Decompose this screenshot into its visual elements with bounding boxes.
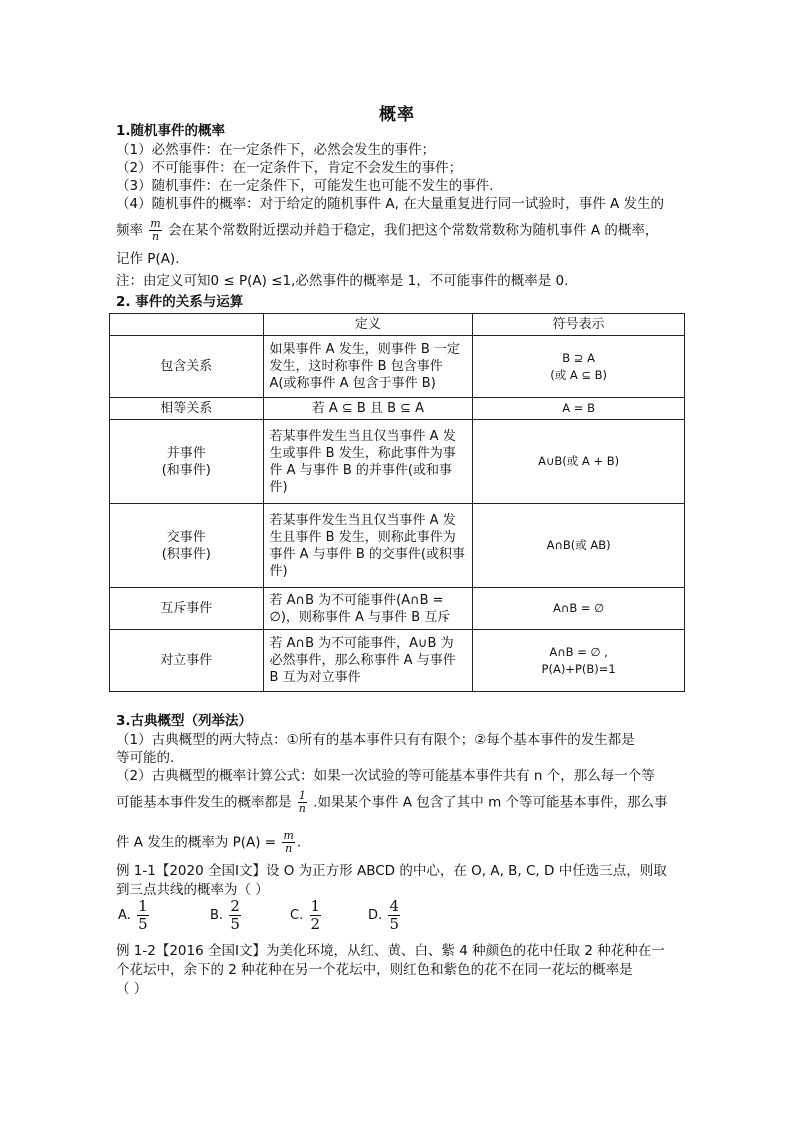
table-row bbox=[110, 588, 685, 630]
cell-text: A(或称事件 A 包含于事件 B) bbox=[269, 376, 436, 391]
section3-heading: 3.古典概型（列举法） bbox=[116, 713, 253, 729]
cell-text: 若 A∩B 为不可能事件，A∪B 为 bbox=[269, 636, 454, 651]
line-text: 可能基本事件发生的概率都是 bbox=[116, 794, 292, 811]
cell-text: 对立事件 bbox=[160, 653, 213, 668]
cell-text: (积事件) bbox=[161, 546, 211, 562]
fraction-denominator: n bbox=[298, 802, 306, 815]
example-1-line-2: 到三点共线的概率为（ ） bbox=[116, 882, 269, 898]
option-fraction bbox=[229, 898, 241, 933]
table-row bbox=[110, 630, 685, 692]
cell-text: (和事件) bbox=[161, 462, 211, 478]
fraction-numerator: 4 bbox=[389, 897, 399, 915]
line-text: .如果某个事件 A 包含了其中 m 个等可能基本事件，那么事 bbox=[313, 794, 668, 811]
table-row bbox=[110, 336, 685, 398]
fraction-numerator: 1 bbox=[310, 897, 321, 915]
section2-heading: 2. 事件的关系与运算 bbox=[116, 294, 244, 310]
cell-text: 若某事件发生当且仅当事件 A 发 bbox=[269, 428, 456, 444]
frequency-label: 频率 bbox=[116, 222, 143, 239]
option-fraction bbox=[137, 898, 149, 933]
section1-item-1: （1）必然事件：在一定条件下，必然会发生的事件； bbox=[116, 142, 436, 158]
fraction-denominator: 5 bbox=[138, 915, 148, 933]
cell-text: 交事件 bbox=[166, 529, 206, 545]
table-row bbox=[110, 420, 685, 504]
cell-text: 包含关系 bbox=[160, 359, 213, 374]
line-text: 件 A 发生的概率为 P(A) = bbox=[116, 834, 277, 851]
option-d[interactable] bbox=[368, 898, 402, 933]
cell-text: 必然事件，那么称事件 A 与事件 bbox=[269, 653, 456, 668]
fraction-denominator: n bbox=[285, 842, 293, 855]
section3-line-5 bbox=[116, 830, 301, 855]
table-cell bbox=[263, 398, 473, 420]
section1-notation: 记作 P(A). bbox=[116, 251, 180, 267]
cell-text: (或 A ⊆ B) bbox=[550, 367, 608, 382]
option-label: A. bbox=[118, 908, 131, 923]
fraction-numerator: 1 bbox=[298, 789, 306, 802]
section1-frequency-line bbox=[116, 218, 658, 243]
table-cell bbox=[263, 336, 473, 398]
cell-text: B 互为对立事件 bbox=[269, 670, 361, 685]
cell-text: 件) bbox=[269, 479, 288, 495]
option-a[interactable] bbox=[118, 898, 151, 933]
fraction-numerator: 2 bbox=[230, 897, 240, 915]
option-fraction bbox=[310, 898, 322, 933]
table-cell bbox=[110, 504, 264, 588]
probability-fraction bbox=[282, 830, 294, 855]
cell-text: 若某事件发生当且仅当事件 A 发 bbox=[269, 512, 456, 528]
frequency-text: 会在某个常数附近摆动并趋于稳定，我们把这个常数常数称为随机事件 A 的概率， bbox=[168, 222, 659, 239]
cell-text: A∩B = ∅ bbox=[553, 601, 605, 615]
table-cell bbox=[263, 420, 473, 504]
fraction-denominator: 2 bbox=[310, 915, 321, 933]
table-cell bbox=[110, 420, 264, 504]
table-cell bbox=[110, 336, 264, 398]
cell-text: 发生，这时称事件 B 包含事件 bbox=[269, 359, 443, 374]
table-cell bbox=[263, 630, 473, 692]
option-c[interactable] bbox=[290, 898, 323, 933]
table-header-cell bbox=[110, 314, 264, 336]
table-cell bbox=[263, 504, 473, 588]
option-b[interactable] bbox=[210, 898, 243, 933]
one-over-n-fraction bbox=[298, 790, 307, 815]
cell-text: 互斥事件 bbox=[160, 601, 213, 616]
section3-line-2: 等可能的. bbox=[116, 750, 175, 766]
table-cell bbox=[110, 588, 264, 630]
cell-text: A∩B = ∅ , bbox=[549, 644, 608, 659]
section1-item-2: （2）不可能事件：在一定条件下，肯定不会发生的事件； bbox=[116, 160, 463, 176]
section1-note: 注：由定义可知0 ≤ P(A) ≤1,必然事件的概率是 1，不可能事件的概率是 0. bbox=[116, 273, 569, 289]
frequency-fraction bbox=[149, 218, 161, 243]
table-row bbox=[110, 504, 685, 588]
table-cell bbox=[110, 630, 264, 692]
option-fraction bbox=[388, 898, 400, 933]
table-cell bbox=[473, 630, 685, 692]
cell-text: P(A)+P(B)=1 bbox=[541, 661, 616, 676]
table-cell bbox=[473, 420, 685, 504]
section1-heading: 1.随机事件的概率 bbox=[116, 123, 226, 139]
cell-text: A∪B(或 A + B) bbox=[538, 454, 620, 468]
cell-text: ∅)，则称事件 A 与事件 B 互斥 bbox=[269, 609, 451, 625]
table-cell bbox=[263, 588, 473, 630]
cell-text: 若 A ⊆ B 且 B ⊆ A bbox=[311, 401, 425, 416]
option-label: C. bbox=[290, 908, 304, 923]
section1-item-3: （3）随机事件：在一定条件下，可能发生也可能不发生的事件. bbox=[116, 178, 494, 194]
table-header-cell: 符号表示 bbox=[473, 314, 685, 336]
table-row bbox=[110, 398, 685, 420]
page-title: 概率 bbox=[379, 105, 415, 125]
option-label: B. bbox=[210, 908, 224, 923]
event-relations-table bbox=[109, 313, 685, 692]
table-cell bbox=[110, 398, 264, 420]
fraction-denominator: 5 bbox=[389, 915, 399, 933]
cell-text: 相等关系 bbox=[160, 401, 213, 416]
cell-text: A = B bbox=[562, 401, 595, 415]
section3-line-4 bbox=[116, 790, 668, 815]
cell-text: A∩B(或 AB) bbox=[546, 538, 611, 552]
cell-text: 并事件 bbox=[166, 445, 206, 461]
cell-text: 如果事件 A 发生，则事件 B 一定 bbox=[269, 342, 460, 357]
fraction-denominator: 5 bbox=[230, 915, 240, 933]
section1-item-4: （4）随机事件的概率：对于给定的随机事件 A, 在大量重复进行同一试验时，事件 A 发生的 bbox=[116, 196, 665, 212]
table-cell bbox=[473, 398, 685, 420]
table-cell bbox=[473, 588, 685, 630]
table-header-row bbox=[110, 314, 685, 336]
period: . bbox=[296, 834, 302, 851]
example-2-line-2: 个花坛中，余下的 2 种花种在另一个花坛中，则红色和紫色的花不在同一花坛的概率是 bbox=[116, 962, 633, 978]
example-2-line-1: 例 1-2【2016 全国Ⅰ文】为美化环境，从红、黄、白、紫 4 种颜色的花中任取 2 种花种在一 bbox=[116, 943, 665, 959]
fraction-numerator: m bbox=[283, 829, 294, 842]
table-cell bbox=[473, 504, 685, 588]
table-header-cell: 定义 bbox=[263, 314, 473, 336]
cell-text: 件) bbox=[269, 563, 288, 579]
fraction-denominator: n bbox=[151, 230, 160, 243]
cell-text: 生或事件 B 发生，称此事件为事 bbox=[269, 445, 456, 461]
example-2-line-3: （ ） bbox=[116, 981, 148, 997]
cell-text: 件 A 与事件 B 的并事件(或和事 bbox=[269, 462, 452, 478]
table-cell bbox=[473, 336, 685, 398]
example-1-line-1: 例 1-1【2020 全国Ⅰ文】设 O 为正方形 ABCD 的中心，在 O, A, B, C, D 中任选三点，则取 bbox=[116, 863, 667, 879]
section3-line-1: （1）古典概型的两大特点：①所有的基本事件只有有限个；②每个基本事件的发生都是 bbox=[116, 732, 635, 748]
fraction-numerator: m bbox=[150, 217, 161, 230]
cell-text: 若 A∩B 为不可能事件(A∩B = bbox=[269, 592, 444, 608]
option-label: D. bbox=[368, 908, 383, 923]
fraction-numerator: 1 bbox=[138, 897, 148, 915]
cell-text: B ⊇ A bbox=[562, 350, 595, 365]
section3-line-3: （2）古典概型的概率计算公式：如果一次试验的等可能基本事件共有 n 个，那么每一个等 bbox=[116, 768, 655, 784]
cell-text: 生且事件 B 发生，则称此事件为 bbox=[269, 529, 456, 545]
cell-text: 事件 A 与事件 B 的交事件(或积事 bbox=[269, 546, 465, 562]
